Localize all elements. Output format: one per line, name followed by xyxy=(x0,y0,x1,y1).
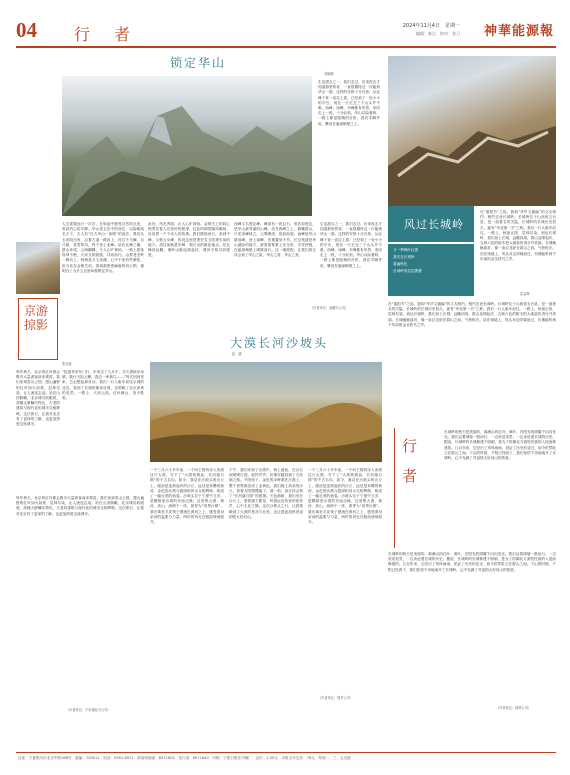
article1-col3: 西峰又名莲花峰，峰顶有一块巨石，形状如莲花，是华山最秀丽的山峰。站在西峰之上，俯瞰群山，只见奇峰林立，云雾缭绕，宛如仙境。南峰是华山最高峰，登上南峰，仿佛置身天外。长空栈道是华山最险的地方，游客需要系上安全带，手扶铁链，在悬崖峭壁上缓缓前行。这一趟旅程，让我们真正体会到了华山之险、华山之奇、华山之美。 xyxy=(234,222,316,258)
article1-body-right: 生活甜点之一，我们去过，后来再去才知道那里的奇，一直很期待这一次能到华山一游。这样的安排十分巧妙，从北峰下来一直往上看，已经到了一处小小的平台，现在一天走完三个山头并不难，西峰、南峰，东峰都有风景，来回走上一段，十分轻松。华山以险著称，一路上都是陡峭的台阶，我们手脚并用，攀登在悬崖峭壁之上。 xyxy=(318,80,380,126)
column-label-body: “投道采采东门行，东来过了九月中，寻天俱缺朵朵晴，数行天际云横，我去一串黄鸟……”每次回到老家，总会想起那首诗。我们一行人驱车前往京城的北边，看到了长城的雄伟壮观，也领略了北京深秋的美景。一路上，天高云淡，红叶满山，美不胜收。 xyxy=(62,370,144,401)
great-wall-ridge-photo xyxy=(388,56,556,206)
page-number: 04 xyxy=(16,18,37,42)
article2-author: 赵 斌 xyxy=(232,352,242,356)
brand-logo: 神華能源報 xyxy=(483,24,554,39)
great-wall-photo xyxy=(16,242,60,294)
article2-title: 大漠长河沙坡头 xyxy=(230,336,329,350)
wall-illustration xyxy=(388,56,556,206)
article1-col1: 人生需要远行一次次，在旅途中感受自然的壮美，收获内心的平静。华山是五岳中的西岳，以险峻闻名天下，古人有“自古华山一条路”的说法。我们从玉泉院出发，沿着古道一路向上，经过千尺幢、百尺峡、老君犁沟，终于登上北峰。站在北峰之巅，群山环绕，云海翻腾，令人心旷神怡。一路上游客络绎不绝，大家互相鼓励，共同前行。沿着苍龙岭一路向上，两侧是万丈深渊，心中不免有些紧张，但当站在金锁关前，看到那密密麻麻的同心锁，便明白了为什么这里叫做锁定华山。 xyxy=(62,222,144,273)
huashan-photo xyxy=(62,76,312,216)
article3-body3: 长城岭的秋天是美丽的，那满山的红叶、黄叶，在阳光的照耀下闪闪发光。我们沿着城墙一路前行，一边欣赏美景，一边谈论着长城的历史。据说，长城岭的长城修建于明朝，是为了防御北方游牧民族的入侵而修建的。几百年来，它经历了风风雨雨，见证了历史的变迁，如今依然屹立在群山之间。下山的时候，夕阳已经西下，我们依依不舍地离开了长城岭，心中充满了对祖国大好河山的热爱。 xyxy=(388,552,556,572)
article2-col2: 下午，我们来到了沙漠中，骑上骆驼，在沙丘间缓缓行进。驼铃声声，仿佛穿越回到了古丝绸之路。夕阳西下，金色的余晖洒在沙漠上，整个世界都变成了金黄色。我们爬上高高的沙丘，看着太阳慢慢落下，那一刻，真正体会到了“长河落日圆”的意境。天色渐暗，我们坐在沙丘上，望着满天繁星，听着远处传来的驼铃声，心中无比宁静。这次沙坡头之行，让我领略到了大漠的苍凉与壮美，也让我更加热爱祖国的大好河山。 xyxy=(229,468,303,519)
article1-col2: 此处，风光秀丽，让人心旷神怡。金锁关上的同心锁寄托着人们美好的愿望，红色的绸带随风飘扬，诉说着一个个动人的故事。我们继续前行，来到中峰，又称玉女峰，传说这里是萧史弄玉吹箫引凤的地方。再往前就是东峰，观日出的最佳地点。站在峰顶远眺，秦岭山脉连绵起伏，渭河平原尽收眼底。 xyxy=(148,222,230,258)
side-label xyxy=(388,428,440,548)
header-rule xyxy=(16,46,556,48)
article3-body: 在“重阳节”之际，我和“华声文摘编”的文友相约，相约去登长城岭。长城岭位于山西省五台县，是一道著名的关隘，长城岭的长城历史悠久，素有“华北第一关”之称。我们一行人驱车前往，一路上，秋意正浓，层林尽染。到达长城岭，我们登上长城，远眺四周，群山连绵起伏，五颜六色的树木把大地装扮得分外美丽。长城蜿蜒曲折，像一条巨龙卧在群山之间，气势恢宏。站在城墙上，风从耳边呼啸而过，仿佛能听到千年前的金戈铁马之声。 xyxy=(480,210,556,261)
column-label-body-col2: 每年秋天，北京的红叶都会吸引大量游客前来观赏。我们来到香山公园，漫山遍野的红叶如火如荼，层林尽染，让人流连忘返。站在山顶俯瞰，北京城尽收眼底，高楼大厦鳞次栉比，古老的建筑与现代化的城市交相辉映。这次旅行，让我对北京有了更深的了解，也更加热爱这座城市。 xyxy=(16,370,60,427)
section-title: 行 者 xyxy=(74,25,135,44)
article3-subtitle-line: 我们在长城岭 xyxy=(393,255,415,259)
article1-col4: 生活甜点之一，我们去过，后来再去才知道那里的奇，一直很期待这一次能到华山一游。这样的安排十分巧妙，从北峰下来一直往上看，已经到了一处小小的平台，现在一天走完三个山头并不难，西峰、南峰，东峰都有风景，来回走上一段，十分轻松。华山以险著称，一路上都是陡峭的台阶，我们手脚并用，攀登在悬崖峭壁之上。 xyxy=(320,222,382,268)
column-label-author: 张志敏 xyxy=(62,362,72,366)
huashan-illustration xyxy=(62,76,312,216)
article3-subtitle-box xyxy=(388,244,474,296)
footer-rule xyxy=(16,752,556,753)
article1-author: 刘晓静 xyxy=(324,72,334,76)
article3-body-lower: 在“重阳节”之际，我和“华声文摘编”的文友相约，相约去登长城岭。长城岭位于山西省五台县，是一道著名的关隘，长城岭的长城历史悠久，素有“华北第一关”之称。我们一行人驱车前往，一路上，秋意正浓，层林尽染。到达长城岭，我们登上长城，远眺四周，群山连绵起伏，五颜六色的树木把大地装扮得分外美丽。长城蜿蜒曲折，像一条巨龙卧在群山之间，气势恢宏。站在城墙上，风从耳边呼啸而过，仿佛能听到千年前的金戈铁马之声。 xyxy=(388,302,556,327)
article3-subtitle-line: 看遍秋色 xyxy=(393,262,408,266)
article1-title: 锁定华山 xyxy=(170,56,227,70)
article3-author: 雷金辉 xyxy=(520,292,530,296)
desert-photo xyxy=(150,362,382,462)
article2-footer: （作者单位：国华公司） xyxy=(318,696,354,700)
article3-footer: （作者单位：国神公司） xyxy=(496,706,532,710)
article3-title: 风过长城岭 xyxy=(404,218,464,231)
article2-col3: 一个三月六十多年前，一个叫王维的诗人来到这片大漠，写下了“大漠孤烟直，长河落日圆”的千古名句。如今，我站在沙坡头的沙丘上，眼前是连绵起伏的沙丘，远处是奔腾的黄河，金色的沙漠与碧绿的河水交相辉映，构成了一幅壮美的画卷。沙坡头位于宁夏中卫市，是腾格里沙漠的东南边缘，这里集大漠、黄河、高山、绿洲于一体，被誉为“世界沙都”。我们乘坐羊皮筏子漂流在黄河之上，感受着母亲河的温柔与力量，两岸的风光在眼前徐徐展开。 xyxy=(308,468,382,525)
article3-subtitle-line: 长城岭的层层叠叠 xyxy=(393,269,422,273)
header-date: 2024年11月4日 星期一 xyxy=(402,23,460,29)
article3-body2: 长城岭的秋天是美丽的，那满山的红叶、黄叶，在阳光的照耀下闪闪发光。我们沿着城墙一路前行，一边欣赏美景，一边谈论着长城的历史。据说，长城岭的长城修建于明朝，是为了防御北方游牧民族的入侵而修建的。几百年来，它经历了风风雨雨，见证了历史的变迁，如今依然屹立在群山之间。下山的时候，夕阳已经西下，我们依依不舍地离开了长城岭，心中充满了对祖国大好河山的热爱。 xyxy=(444,430,556,461)
column-label-body-bottom: 每年秋天，北京的红叶都会吸引大量游客前来观赏。我们来到香山公园，漫山遍野的红叶如火如荼，层林尽染，让人流连忘返。站在山顶俯瞰，北京城尽收眼底，高楼大厦鳞次栉比，古老的建筑与现代化的城市交相辉映。这次旅行，让我对北京有了更深的了解，也更加热爱这座城市。 xyxy=(16,496,144,516)
article3-subtitle-line: 又一季枫叶红透 xyxy=(393,248,419,252)
column-label-title: 京游掠影 xyxy=(24,304,49,332)
page-header xyxy=(16,12,556,50)
article2-col1: 一个三月六十多年前，一个叫王维的诗人来到这片大漠，写下了“大漠孤烟直，长河落日圆”的千古名句。如今，我站在沙坡头的沙丘上，眼前是连绵起伏的沙丘，远处是奔腾的黄河，金色的沙漠与碧绿的河水交相辉映，构成了一幅壮美的画卷。沙坡头位于宁夏中卫市，是腾格里沙漠的东南边缘，这里集大漠、黄河、高山、绿洲于一体，被誉为“世界沙都”。我们乘坐羊皮筏子漂流在黄河之上，感受着母亲河的温柔与力量，两岸的风光在眼前徐徐展开。 xyxy=(150,468,224,525)
desert-illustration xyxy=(150,362,382,462)
article1-footer: （作者单位：西藏分公司） xyxy=(310,306,349,310)
column-label-footer: （作者单位：宁东煤业分公司） xyxy=(66,708,111,712)
header-editor: 编辑：陈点 校对：张卫 xyxy=(416,31,460,36)
footer-bar: 社址：宁夏银川市北京中路168号 邮编：750011 电话：0951-6971 新闻采编部：6971602 发行部：6971640 印刷：宁夏日报社印刷厂 定价：1.50元 本报全年定价：78元 每周一、三、五出版 xyxy=(18,756,351,760)
side-label-text: 行 者 xyxy=(400,438,418,483)
side-label-line xyxy=(394,428,395,548)
